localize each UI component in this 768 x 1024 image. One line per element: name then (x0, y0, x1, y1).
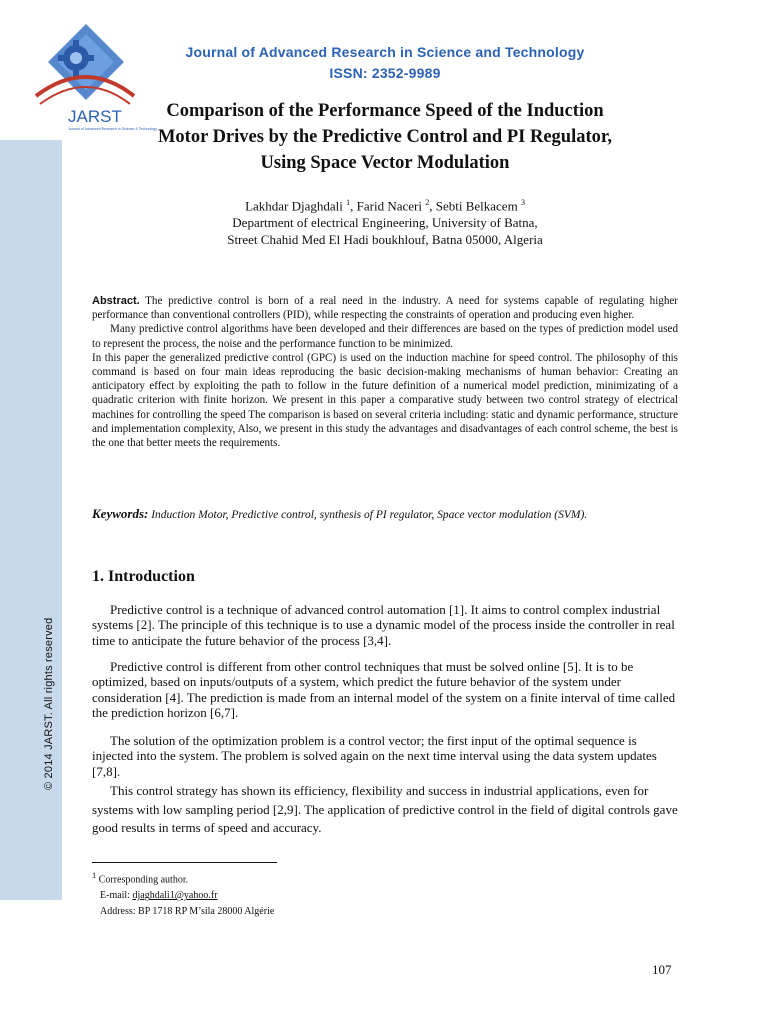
body-paragraph: This control strategy has shown its efficiency, flexibility and success in industrial applications, even for systems with low sampling period [2,9]. The application of predictive control in the field of digital controls gave good results in terms of speed and accuracy. (92, 783, 678, 835)
email-link[interactable]: djaghdali1@yahoo.fr (132, 890, 218, 902)
logo-subtext: Journal of Advanced Research in Science & Technology (68, 127, 158, 131)
footnote-mark: 1 (92, 871, 97, 880)
body-paragraph: Predictive control is a technique of advanced control automation [1]. It aims to control complex industrial systems [2]. The principle of this technique is to use a dynamic model of the process inside the controller in real time to anticipate the future behavior of the process [3,4]. (92, 602, 675, 648)
author-block (120, 194, 650, 248)
abstract-paragraph: In this paper the generalized predictive control (GPC) is used on the induction machine for speed control. The philosophy of this command is based on four main ideas reproducing the basic decision-making mechanisms of human behavior: Creating an anticipatory effect by exploiting the path to follow in the future definition of a numerical model prediction, minimizating of a quadratic criterion with finite horizon. We present in this paper a comparative study between two control strategy of electrical machines for controlling the speed The comparison is based on several criteria including: static and dynamic performance, structure and implementation complexity, Also, we present in this study the advantages and disadvantages of each control scheme, the best is the one that better meets the requirements. (92, 351, 678, 450)
title-line: Motor Drives by the Predictive Control and PI Regulator, (157, 127, 613, 147)
title-line: Using Space Vector Modulation (260, 153, 510, 173)
author-affil-mark: 1 (346, 198, 351, 207)
author-affil-mark: 3 (520, 198, 525, 207)
affiliation-line: Department of electrical Engineering, University of Batna, (232, 215, 538, 231)
footnote-divider (92, 862, 277, 863)
copyright-notice: © 2014 JARST. All rights reserved (43, 617, 55, 790)
keywords-text: Induction Motor, Predictive control, synthesis of PI regulator, Space vector modulation (SVM). (151, 509, 588, 521)
title-line: Comparison of the Performance Speed of the Induction (166, 101, 604, 121)
keywords (92, 506, 682, 522)
abstract-label: Abstract. (92, 295, 140, 307)
paper-title (120, 98, 650, 176)
affiliation-line: Street Chahid Med El Hadi boukhlouf, Batna 05000, Algeria (227, 232, 543, 248)
footnote-address: Address: BP 1718 RP M’sila 28000 Algérie (100, 906, 275, 918)
body-paragraph: The solution of the optimization problem is a control vector; the first input of the optimal sequence is injected into the system. The problem is solved again on the next time interval using the data system updates [7,8]. (92, 733, 657, 779)
journal-issn: ISSN: 2352-9989 (329, 65, 441, 81)
author-name: Lakhdar Djaghdali (245, 198, 343, 214)
page-number: 107 (652, 962, 672, 977)
author-affil-mark: 2 (425, 198, 430, 207)
logo-text: JARST (68, 107, 122, 126)
author-list (120, 194, 650, 214)
author-name: , Sebti Belkacem (429, 198, 518, 214)
author-name: , Farid Naceri (350, 198, 422, 214)
footnote-corresponding: Corresponding author. (98, 874, 189, 886)
journal-name: Journal of Advanced Research in Science and Technology (185, 44, 585, 60)
body-paragraph: Predictive control is different from other control techniques that must be solved online [5]. It is to be optimized, based on inputs/outputs of a system, which predict the future behavior of the system under consideration [4]. The prediction is made from an internal model of the system on a finite interval of time called the prediction horizon [6,7]. (92, 659, 676, 721)
abstract (92, 294, 678, 450)
section-heading: 1. Introduction (92, 568, 195, 585)
abstract-paragraph: The predictive control is born of a real need in the industry. A need for systems capable of regulating higher performance than conventional controllers (PID), while respecting the constraints of operation and producing even higher. (92, 295, 678, 322)
keywords-label: Keywords: (92, 506, 149, 521)
email-label: E-mail: (100, 890, 133, 902)
abstract-paragraph: Many predictive control algorithms have been developed and their differences are based on the types of prediction model used to represent the process, the noise and the performance function to be minimized. (92, 323, 678, 350)
footnote (92, 868, 274, 920)
